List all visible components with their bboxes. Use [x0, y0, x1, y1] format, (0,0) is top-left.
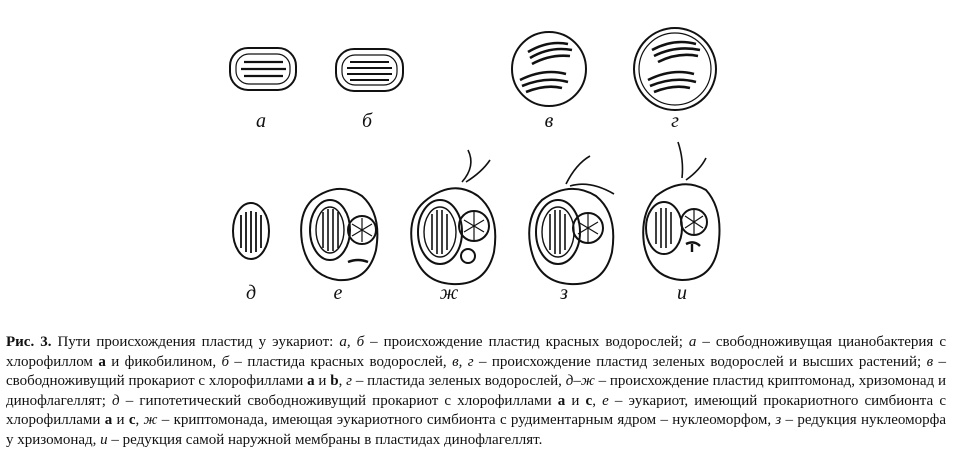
chlorophyll-symbol: b: [330, 373, 339, 390]
cell-e: [301, 189, 377, 280]
caption-text: Пути происхождения пластид у эукариот:: [51, 334, 340, 350]
cell-d: [233, 203, 269, 259]
caption-ref: з: [775, 412, 782, 429]
caption-text: и: [565, 392, 586, 409]
caption-text: – редукция нуклеоморфа у хризомонад,: [6, 412, 947, 448]
cell-a: [230, 48, 296, 90]
caption-text: ,: [338, 373, 347, 390]
caption-text: – пластида зеленых водорослей,: [352, 373, 566, 390]
caption-text: – происхождение пластид зеленых водорослей и высших растений;: [473, 353, 927, 370]
caption-text: – происхождение пластид красных водорослей;: [364, 334, 689, 350]
chlorophyll-symbol: с: [585, 392, 593, 409]
caption-ref: г: [346, 373, 353, 390]
panel-label-a: а: [256, 110, 266, 132]
caption-text: ,: [592, 392, 603, 409]
cell-v: [512, 32, 586, 106]
caption-text: и фикобилином,: [105, 353, 222, 370]
caption-ref: в, г: [452, 353, 474, 370]
caption-ref: а, б: [339, 334, 365, 350]
panel-label-d: д: [245, 282, 257, 304]
caption-text: – гипотетический свободноживущий прокариот с хлорофиллами: [119, 392, 558, 409]
caption-ref: е: [602, 392, 609, 409]
figure-number: Рис. 3.: [6, 334, 52, 350]
caption-ref: ж: [143, 412, 158, 429]
chlorophyll-symbol: а: [104, 412, 113, 429]
chlorophyll-symbol: а: [98, 353, 106, 370]
chlorophyll-symbol: с: [128, 412, 136, 429]
caption-text: ,: [135, 412, 144, 429]
caption-text: – пластида красных водорослей,: [229, 353, 453, 370]
caption-text: и: [314, 373, 331, 390]
caption-ref: б: [221, 353, 230, 370]
caption-text: – эукариот, имеющий прокариотного симбионта с хлорофиллами: [6, 392, 946, 429]
panel-label-i: и: [677, 282, 687, 304]
panel-label-b: б: [361, 110, 373, 132]
caption-text: и: [112, 412, 129, 429]
cell-g: [634, 28, 716, 110]
chlorophyll-symbol: а: [307, 373, 315, 390]
caption-ref: а: [688, 334, 697, 350]
panel-label-e: е: [333, 282, 343, 304]
cell-b: [336, 49, 403, 91]
caption-text: – происхождение пластид криптомонад, хризомонад и динофлагеллят;: [6, 373, 947, 409]
figure-caption: [6, 333, 946, 451]
panel-label-v: в: [544, 110, 554, 132]
caption-text: – криптомонада, имеющая эукариотного симбионта с рудиментарным ядром – нуклеоморфом,: [157, 412, 776, 429]
panel-label-zh: ж: [439, 282, 459, 304]
cell-z: [529, 156, 614, 284]
panel-label-z: з: [560, 282, 568, 304]
cell-i: [643, 142, 719, 280]
caption-ref: и: [100, 431, 108, 448]
caption-text: – свободноживущая цианобактерия с хлорофиллом: [6, 334, 946, 370]
panel-label-g: г: [671, 110, 679, 132]
caption-ref: д–ж: [565, 373, 595, 390]
caption-text: – редукция самой наружной мембраны в пластидах динофлагеллят.: [107, 431, 543, 448]
caption-ref: д: [112, 392, 120, 409]
cell-zh: [411, 150, 495, 284]
chlorophyll-symbol: а: [557, 392, 566, 409]
caption-text: – свободноживущий прокариот с хлорофиллами: [6, 353, 946, 390]
caption-ref: в: [926, 353, 934, 370]
